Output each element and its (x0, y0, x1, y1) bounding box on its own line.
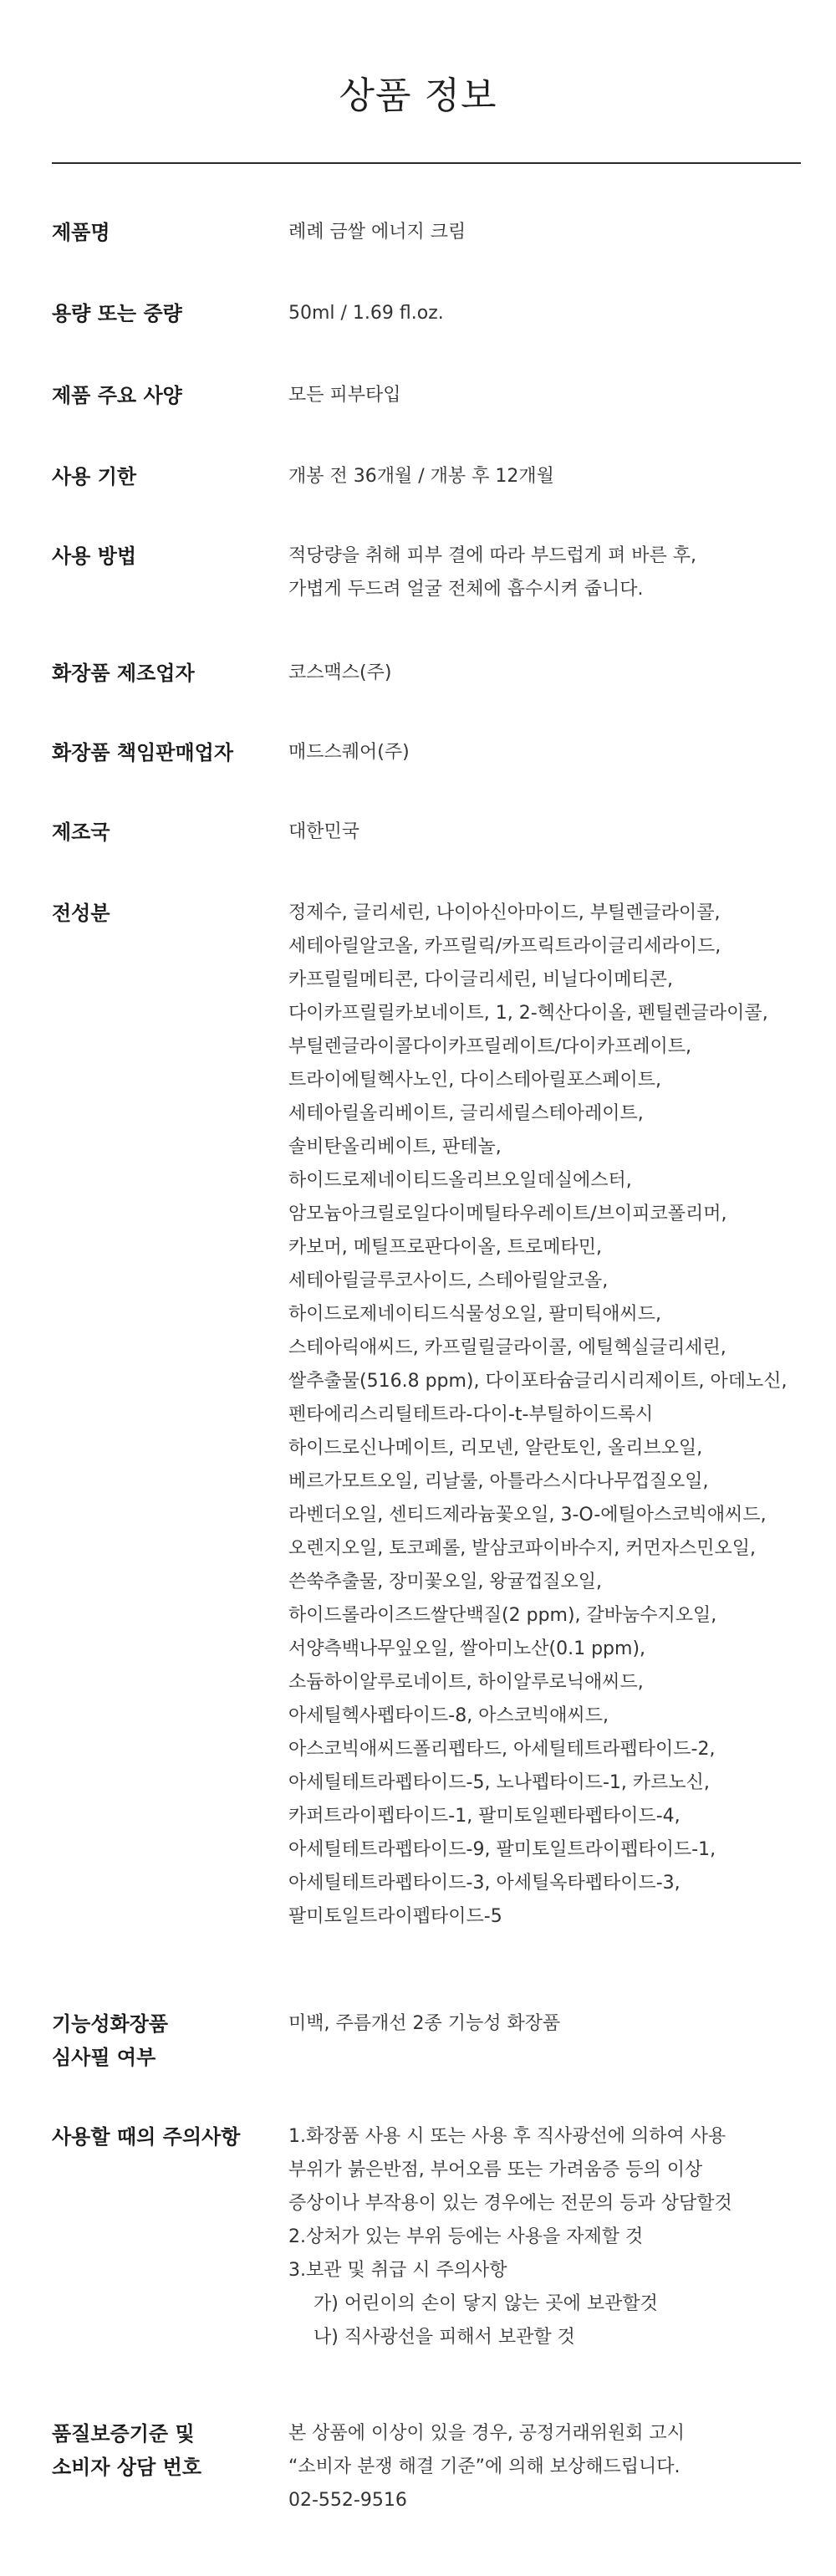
value-line: 정제수, 글리세린, 나이아신아마이드, 부틸렌글라이콜, (288, 902, 721, 923)
value-line: 하이드로제네이티드식물성오일, 팔미틱애씨드, (288, 1304, 662, 1325)
value-line: 아세틸헥사펩타이드-8, 아스코빅애씨드, (288, 1705, 609, 1726)
value-line: 미백, 주름개선 2종 기능성 화장품 (288, 2013, 561, 2034)
label-line: 소비자 상담 번호 (52, 2456, 201, 2479)
value-line: 코스맥스(주) (288, 662, 392, 683)
value-line: 하이드롤라이즈드쌀단백질(2 ppm), 갈바눔수지오일, (288, 1605, 717, 1626)
info-label (52, 297, 278, 330)
label-line: 화장품 책임판매업자 (52, 741, 234, 764)
value-line: “소비자 분쟁 해결 기준”에 의해 보상해드립니다. (288, 2456, 681, 2477)
value-line: 라벤더오일, 센티드제라늄꽃오일, 3-O-에틸아스코빅애씨드, (288, 1505, 767, 1526)
info-label (52, 657, 278, 690)
value-line: 부위가 붉은반점, 부어오름 또는 가려움증 등의 이상 (288, 2159, 703, 2180)
value-line: 부틸렌글라이콜다이카프릴레이트/다이카프레이트, (288, 1036, 691, 1057)
info-value (288, 379, 807, 412)
value-line: 아세틸테트라펩타이드-5, 노나펩타이드-1, 카르노신, (288, 1772, 710, 1793)
value-line: 50ml / 1.69 fl.oz. (288, 303, 444, 324)
value-line: 02-552-9516 (288, 2490, 407, 2511)
value-line: 카프릴릴메티콘, 다이글리세린, 비닐다이메티콘, (288, 969, 674, 990)
label-line: 용량 또는 중량 (52, 302, 182, 325)
value-line: 아스코빅애씨드폴리펩타드, 아세틸테트라펩타이드-2, (288, 1739, 716, 1760)
value-line: 베르가모트오일, 리날룰, 아틀라스시다나무껍질오일, (288, 1471, 709, 1492)
value-line: 카퍼트라이펩타이드-1, 팔미토일펜타펩타이드-4, (288, 1806, 681, 1827)
info-label (52, 815, 278, 849)
info-label (52, 460, 278, 493)
value-line: 모든 피부타입 (288, 385, 401, 406)
info-value (288, 2120, 807, 2354)
label-line: 화장품 제조업자 (52, 662, 195, 685)
label-line: 제품 주요 사양 (52, 384, 182, 407)
value-line: 적당량을 취해 피부 결에 따라 부드럽게 펴 바른 후, (288, 545, 696, 566)
value-line: 나) 직사광선을 피해서 보관할 것 (314, 2327, 575, 2348)
value-line: 아세틸테트라펩타이드-3, 아세틸옥타펩타이드-3, (288, 1873, 681, 1894)
value-line: 본 상품에 이상이 있을 경우, 공정거래위원회 고시 (288, 2423, 685, 2444)
info-value (288, 657, 807, 690)
value-line: 쓴쑥추출물, 장미꽃오일, 왕귤껍질오일, (288, 1572, 602, 1592)
info-value (288, 736, 807, 769)
title-divider (52, 162, 801, 164)
info-label (52, 2417, 278, 2484)
label-line: 사용할 때의 주의사항 (52, 2125, 241, 2149)
label-line: 품질보증기준 및 (52, 2422, 195, 2446)
value-line: 가) 어린이의 손이 닿지 않는 곳에 보관할것 (314, 2293, 658, 2314)
info-value (288, 539, 807, 606)
label-line: 심사필 여부 (52, 2046, 156, 2069)
value-line: 소듐하이알루로네이트, 하이알루로닉애씨드, (288, 1672, 644, 1693)
value-line: 아세틸테트라펩타이드-9, 팔미토일트라이펩타이드-1, (288, 1839, 716, 1860)
value-line: 개봉 전 36개월 / 개봉 후 12개월 (288, 466, 554, 487)
value-line: 하이드로신나메이트, 리모넨, 알란토인, 올리브오일, (288, 1438, 703, 1459)
label-line: 제품명 (52, 221, 110, 244)
value-line: 쌀추출물(516.8 ppm), 다이포타슘글리시리제이트, 아데노신, (288, 1371, 788, 1392)
value-line: 하이드로제네이티드올리브오일데실에스터, (288, 1170, 632, 1191)
info-label (52, 2007, 278, 2074)
value-line: 세테아릴올리베이트, 글리세릴스테아레이트, (288, 1103, 644, 1124)
value-line: 1.화장품 사용 시 또는 사용 후 직사광선에 의하여 사용 (288, 2126, 726, 2147)
value-line: 례례 금쌀 에너지 크림 (288, 222, 466, 243)
info-label (52, 2120, 278, 2154)
info-value (288, 815, 807, 849)
value-line: 3.보관 및 취급 시 주의사항 (288, 2260, 507, 2281)
value-line: 팔미토일트라이펩타이드-5 (288, 1906, 502, 1927)
value-line: 펜타에리스리틸테트라-다이-t-부틸하이드록시 (288, 1404, 654, 1425)
page-title: 상품 정보 (339, 74, 497, 117)
info-value (288, 460, 807, 493)
value-line: 세테아릴알코올, 카프릴릭/카프릭트라이글리세라이드, (288, 936, 721, 957)
value-line: 솔비탄올리베이트, 판테놀, (288, 1137, 502, 1158)
value-line: 2.상처가 있는 부위 등에는 사용을 자제할 것 (288, 2226, 644, 2247)
info-value (288, 897, 807, 1934)
info-value (288, 216, 807, 249)
info-value (288, 2417, 807, 2517)
value-line: 세테아릴글루코사이드, 스테아릴알코올, (288, 1270, 609, 1291)
info-value (288, 2007, 807, 2041)
info-label (52, 216, 278, 249)
info-value (288, 297, 807, 330)
label-line: 전성분 (52, 902, 110, 925)
value-line: 매드스퀘어(주) (288, 742, 410, 763)
label-line: 사용 기한 (52, 465, 137, 488)
value-line: 카보머, 메틸프로판다이올, 트로메타민, (288, 1237, 602, 1258)
info-label (52, 379, 278, 412)
label-line: 사용 방법 (52, 544, 137, 568)
info-label (52, 736, 278, 769)
value-line: 암모늄아크릴로일다이메틸타우레이트/브이피코폴리머, (288, 1204, 727, 1224)
value-line: 다이카프릴릴카보네이트, 1, 2-헥산다이올, 펜틸렌글라이콜, (288, 1003, 768, 1024)
value-line: 대한민국 (288, 821, 360, 842)
value-line: 가볍게 두드려 얼굴 전체에 흡수시켜 줍니다. (288, 579, 644, 600)
value-line: 서양측백나무잎오일, 쌀아미노산(0.1 ppm), (288, 1638, 646, 1659)
info-label (52, 897, 278, 930)
info-label (52, 539, 278, 573)
value-line: 오렌지오일, 토코페롤, 발삼코파이바수지, 커먼자스민오일, (288, 1538, 757, 1559)
value-line: 스테아릭애씨드, 카프릴릴글라이콜, 에틸헥실글리세린, (288, 1337, 726, 1358)
value-line: 증상이나 부작용이 있는 경우에는 전문의 등과 상담할것 (288, 2193, 732, 2214)
label-line: 제조국 (52, 820, 110, 844)
label-line: 기능성화장품 (52, 2012, 169, 2036)
value-line: 트라이에틸헥사노인, 다이스테아릴포스페이트, (288, 1070, 662, 1091)
